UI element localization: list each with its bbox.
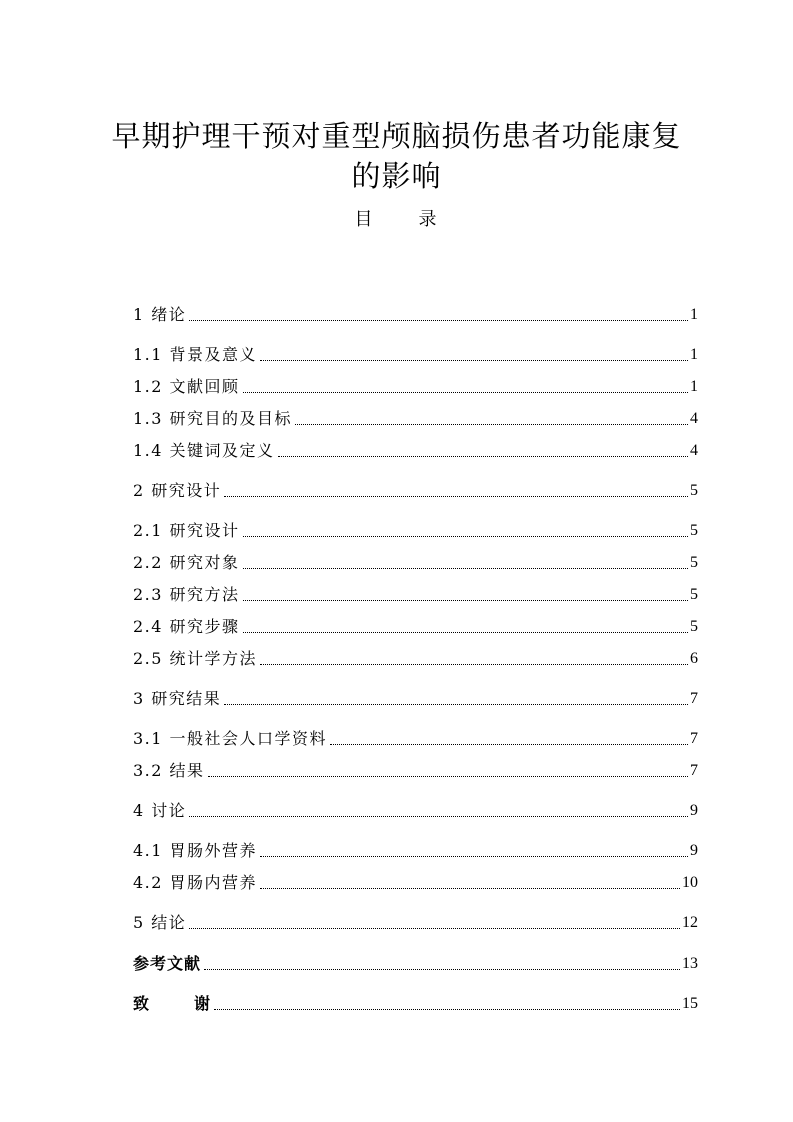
toc-entry-label: 1.4 关键词及定义 <box>133 441 275 460</box>
toc-heading-char-2: 录 <box>418 209 439 230</box>
toc-entry-page: 13 <box>682 955 698 972</box>
toc-entry-5[interactable] <box>133 910 698 934</box>
toc-entry-label: 1 绪论 <box>133 305 187 324</box>
toc-entry-page: 5 <box>690 522 698 539</box>
toc-entry-label: 2.4 研究步骤 <box>133 617 240 636</box>
toc-entry-page: 6 <box>690 650 698 667</box>
dot-leader <box>295 424 688 425</box>
toc-entry-page: 1 <box>690 378 698 395</box>
dot-leader <box>243 392 688 393</box>
dot-leader <box>260 664 688 665</box>
toc-entry-3-2[interactable] <box>133 758 698 782</box>
toc-entry-page: 9 <box>690 802 698 819</box>
toc-entry-acknowledgements[interactable] <box>133 991 698 1015</box>
dot-leader <box>204 969 680 970</box>
toc-entry-label: 2.1 研究设计 <box>133 521 240 540</box>
toc-entry-4-2[interactable] <box>133 870 698 894</box>
toc-entry-1[interactable] <box>133 302 698 326</box>
toc-entry-2-2[interactable] <box>133 550 698 574</box>
toc-heading-char-1: 目 <box>354 209 375 230</box>
toc-entry-page: 9 <box>690 842 698 859</box>
dot-leader <box>189 320 688 321</box>
toc-entry-label: 1.2 文献回顾 <box>133 377 240 396</box>
dot-leader <box>189 816 688 817</box>
document-title-line-2: 的影响 <box>351 159 442 193</box>
toc-entry-label: 2 研究设计 <box>133 481 222 500</box>
toc-entry-page: 1 <box>690 306 698 323</box>
toc-entry-references[interactable] <box>133 951 698 975</box>
toc-entry-3[interactable] <box>133 686 698 710</box>
toc-entry-page: 15 <box>682 995 698 1012</box>
dot-leader <box>243 600 688 601</box>
toc-entry-2-3[interactable] <box>133 582 698 606</box>
toc-entry-2-5[interactable] <box>133 646 698 670</box>
toc-entry-label: 4 讨论 <box>133 801 187 820</box>
toc-entry-page: 12 <box>682 914 698 931</box>
dot-leader <box>243 568 688 569</box>
toc-entry-label: 4.2 胃肠内营养 <box>133 873 258 892</box>
toc-entry-label: 1.1 背景及意义 <box>133 345 258 364</box>
toc-entry-2[interactable] <box>133 478 698 502</box>
toc-entry-label: 2.5 统计学方法 <box>133 649 258 668</box>
toc-entry-page: 7 <box>690 690 698 707</box>
dot-leader <box>189 928 680 929</box>
dot-leader <box>260 856 688 857</box>
toc-entry-label: 5 结论 <box>133 913 187 932</box>
toc-entry-label: 3 研究结果 <box>133 689 222 708</box>
dot-leader <box>243 536 688 537</box>
toc-entry-label: 4.1 胃肠外营养 <box>133 841 258 860</box>
toc-entry-label-char-1: 致 <box>133 994 151 1013</box>
toc-entry-label: 2.2 研究对象 <box>133 553 240 572</box>
toc-entry-label-char-2: 谢 <box>194 994 212 1013</box>
toc-entry-page: 10 <box>682 874 698 891</box>
toc-entry-label: 参考文献 <box>133 954 202 973</box>
dot-leader <box>214 1009 680 1010</box>
toc-entry-1-3[interactable] <box>133 406 698 430</box>
dot-leader <box>278 456 688 457</box>
toc-entry-1-2[interactable] <box>133 374 698 398</box>
toc-heading <box>0 205 793 231</box>
dot-leader <box>330 744 688 745</box>
toc-entry-label: 2.3 研究方法 <box>133 585 240 604</box>
toc-entry-page: 5 <box>690 586 698 603</box>
toc-entry-page: 5 <box>690 618 698 635</box>
toc-entry-page: 1 <box>690 346 698 363</box>
toc-entry-label: 3.2 结果 <box>133 761 205 780</box>
toc-entry-page: 7 <box>690 730 698 747</box>
toc-entry-page: 4 <box>690 442 698 459</box>
dot-leader <box>243 632 688 633</box>
dot-leader <box>260 888 680 889</box>
toc-entry-label: 1.3 研究目的及目标 <box>133 409 293 428</box>
document-title-line-1: 早期护理干预对重型颅脑损伤患者功能康复 <box>111 119 682 153</box>
dot-leader <box>224 496 688 497</box>
toc-entry-label <box>133 993 211 1015</box>
toc-entry-2-4[interactable] <box>133 614 698 638</box>
dot-leader <box>260 360 688 361</box>
dot-leader <box>224 704 688 705</box>
toc-entry-4[interactable] <box>133 798 698 822</box>
toc-entry-2-1[interactable] <box>133 518 698 542</box>
toc-entry-page: 5 <box>690 482 698 499</box>
toc-entry-4-1[interactable] <box>133 838 698 862</box>
toc-entry-1-1[interactable] <box>133 342 698 366</box>
toc-entry-label: 3.1 一般社会人口学资料 <box>133 729 328 748</box>
toc-entry-page: 4 <box>690 410 698 427</box>
dot-leader <box>208 776 688 777</box>
toc-entry-page: 7 <box>690 762 698 779</box>
toc-entry-page: 5 <box>690 554 698 571</box>
toc-entry-1-4[interactable] <box>133 438 698 462</box>
toc-entry-3-1[interactable] <box>133 726 698 750</box>
